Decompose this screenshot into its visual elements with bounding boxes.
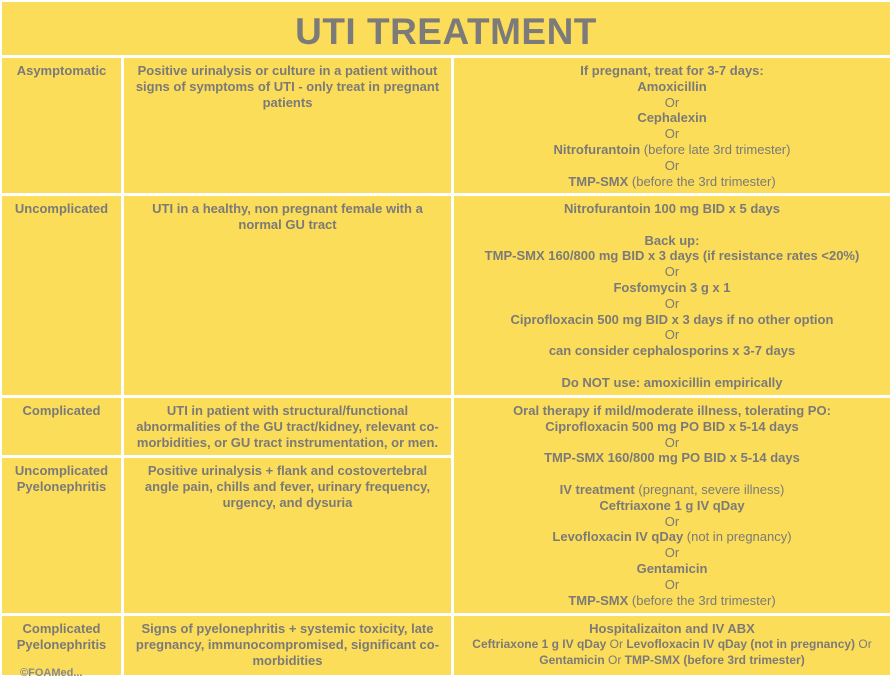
treatment-text: Nitrofurantoin <box>553 141 641 157</box>
treatment-line <box>454 561 890 577</box>
row-name-uncomplicated-pyelonephritis: Uncomplicated Pyelonephritis <box>2 458 121 613</box>
treatment-text: Fosfomycin 3 g x 1 <box>613 279 731 295</box>
treatment-line-2 <box>454 653 890 669</box>
row-treatment-uncomplicated <box>454 196 890 395</box>
treatment-line <box>454 545 890 561</box>
treatment-line <box>454 217 890 233</box>
treatment-line <box>454 343 890 359</box>
treatment-text: TMP-SMX 160/800 mg PO BID x 5-14 days <box>544 450 800 466</box>
treatment-line <box>454 435 890 451</box>
row-description-complicated-pyelonephritis: Signs of pyelonephritis + systemic toxicity, late pregnancy, immunocompromised, significant co-morbidities <box>124 616 451 675</box>
treatment-title: Hospitalizaiton and IV ABX <box>589 621 755 636</box>
treatment-option: Levofloxacin IV qDay (not in pregnancy) <box>626 636 856 651</box>
treatment-line <box>454 577 890 593</box>
treatment-line <box>454 482 890 498</box>
row-treatment-complicated-and-pyelonephritis <box>454 398 890 613</box>
treatment-text: TMP-SMX <box>568 173 629 189</box>
row-treatment-asymptomatic <box>454 58 890 193</box>
treatment-text: Amoxicillin <box>637 78 707 94</box>
treatment-line <box>454 403 890 419</box>
treatment-line <box>454 312 890 328</box>
treatment-note: (before late 3rd trimester) <box>643 141 791 157</box>
treatment-text: Or <box>664 576 680 592</box>
treatment-text: Or <box>664 295 680 311</box>
treatment-line <box>454 296 890 312</box>
treatment-text: Cephalexin <box>637 110 707 126</box>
or-separator: Or <box>607 652 625 667</box>
treatment-line <box>454 327 890 343</box>
treatment-text: Do NOT use: amoxicillin empirically <box>561 374 783 390</box>
row-treatment-complicated-pyelonephritis <box>454 616 890 675</box>
treatment-line <box>454 280 890 296</box>
treatment-line <box>454 466 890 482</box>
treatment-text: TMP-SMX <box>568 592 629 608</box>
treatment-text: Back up: <box>644 232 700 248</box>
treatment-line <box>454 498 890 514</box>
treatment-line <box>454 142 890 158</box>
row-name-complicated: Complicated <box>2 398 121 455</box>
treatment-text: Or <box>664 126 680 142</box>
or-separator: Or <box>606 636 627 651</box>
treatment-text: Levofloxacin IV qDay <box>552 529 684 545</box>
treatment-line-1 <box>454 637 890 653</box>
treatment-line <box>454 529 890 545</box>
treatment-line <box>454 264 890 280</box>
treatment-line <box>454 201 890 217</box>
treatment-line <box>454 110 890 126</box>
treatment-line <box>454 233 890 249</box>
treatment-text: Oral therapy if mild/moderate illness, tolerating PO: <box>513 403 831 418</box>
treatment-line <box>454 375 890 391</box>
row-description-uncomplicated-pyelonephritis: Positive urinalysis + flank and costovertebral angle pain, chills and fever, urinary frequency, urgency, and dysuria <box>124 458 451 613</box>
treatment-text: Or <box>664 545 680 561</box>
watermark: ©FOAMed... <box>20 667 83 679</box>
row-name-asymptomatic: Asymptomatic <box>2 58 121 193</box>
treatment-text: Or <box>664 434 680 450</box>
or-separator: Or <box>855 636 872 651</box>
treatment-text: TMP-SMX 160/800 mg BID x 3 days (if resistance rates <20%) <box>484 248 860 264</box>
treatment-line <box>454 79 890 95</box>
treatment-line <box>454 158 890 174</box>
treatment-text: Or <box>664 327 680 343</box>
treatment-line <box>454 174 890 190</box>
treatment-text: Ciprofloxacin 500 mg BID x 3 days if no other option <box>510 311 834 327</box>
treatment-line <box>454 593 890 609</box>
treatment-text: Nitrofurantoin 100 mg BID x 5 days <box>564 201 780 216</box>
treatment-note: (pregnant, severe illness) <box>638 481 785 497</box>
treatment-text: Or <box>664 157 680 173</box>
treatment-text: can consider cephalosporins x 3-7 days <box>548 343 796 359</box>
treatment-line <box>454 359 890 375</box>
treatment-line <box>454 63 890 79</box>
treatment-text: IV treatment <box>559 481 635 497</box>
row-name-uncomplicated: Uncomplicated <box>2 196 121 395</box>
treatment-line <box>454 514 890 530</box>
treatment-text: Ciprofloxacin 500 mg PO BID x 5-14 days <box>545 418 799 434</box>
row-name-complicated-pyelonephritis: Complicated Pyelonephritis <box>2 616 121 675</box>
treatment-text: Or <box>664 264 680 280</box>
treatment-text: Or <box>664 513 680 529</box>
treatment-option: Ceftriaxone 1 g IV qDay <box>472 636 607 651</box>
treatment-line <box>454 95 890 111</box>
treatment-line <box>454 419 890 435</box>
row-description-complicated: UTI in patient with structural/functional abnormalities of the GU tract/kidney, relevant co-morbidities, or GU tract instrumentation, or men. <box>124 398 451 455</box>
page-title: UTI TREATMENT <box>2 2 890 55</box>
row-description-uncomplicated: UTI in a healthy, non pregnant female with a normal GU tract <box>124 196 451 395</box>
treatment-text: Or <box>664 94 680 110</box>
treatment-line <box>454 450 890 466</box>
row-description-asymptomatic: Positive urinalysis or culture in a patient without signs of symptoms of UTI - only treat in pregnant patients <box>124 58 451 193</box>
treatment-text: If pregnant, treat for 3-7 days: <box>580 63 764 78</box>
treatment-option: TMP-SMX (before 3rd trimester) <box>624 652 805 667</box>
treatment-note: (before the 3rd trimester) <box>631 173 776 189</box>
treatment-line <box>454 248 890 264</box>
treatment-text: Gentamicin <box>636 560 708 576</box>
treatment-note: (before the 3rd trimester) <box>631 592 776 608</box>
treatment-note: (not in pregnancy) <box>686 529 792 545</box>
treatment-line <box>454 126 890 142</box>
treatment-option: Gentamicin <box>539 652 608 667</box>
treatment-text: Ceftriaxone 1 g IV qDay <box>599 497 745 513</box>
